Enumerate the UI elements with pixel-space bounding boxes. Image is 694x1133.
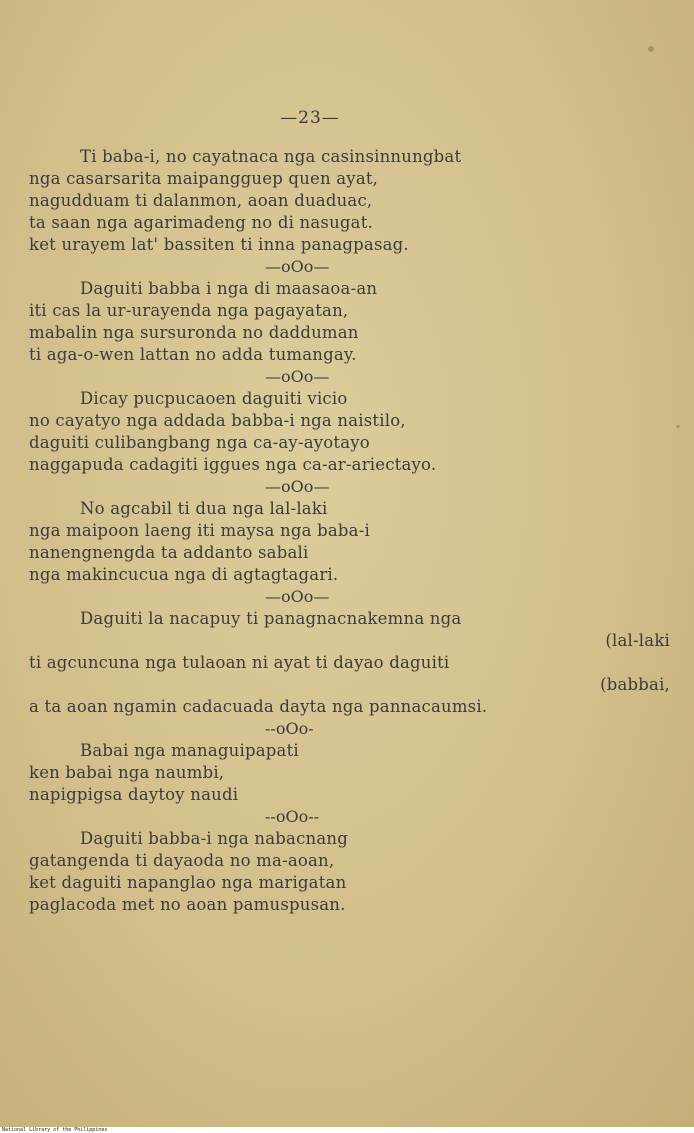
stanza-line: iti cas la ur-urayenda nga pagayatan, [29, 301, 349, 320]
poem-body [29, 146, 694, 916]
stanza-separator: --oOo-- [265, 807, 320, 826]
stanza-line: ket daguiti napanglao nga marigatan [29, 873, 347, 892]
stanza-line: paglacoda met no aoan pamuspusan. [29, 895, 346, 914]
stanza-first-line: Babai nga managuipapati [80, 741, 299, 760]
stanza-line: ti agcuncuna nga tulaoan ni ayat ti dayao daguiti [29, 653, 450, 672]
stanza-separator: —oOo— [265, 587, 330, 606]
footer-credit: National Library of the Philippines [2, 1127, 108, 1133]
stanza-line: gatangenda ti dayaoda no ma-aoan, [29, 851, 335, 870]
stanza-separator: —oOo— [265, 477, 330, 496]
page-number: —23— [280, 108, 340, 128]
stanza-separator: —oOo— [265, 367, 330, 386]
stanza-line: nanengnengda ta addanto sabali [29, 543, 309, 562]
stanza-line: nga makincucua nga di agtagtagari. [29, 565, 339, 584]
stanza-separator: --oOo- [265, 719, 314, 738]
stanza-line: napigpigsa daytoy naudi [29, 785, 239, 804]
stanza-line: nagudduam ti dalanmon, aoan duaduac, [29, 191, 373, 210]
stanza-line: nga maipoon laeng iti maysa nga baba-i [29, 521, 370, 540]
stanza-first-line: Daguiti babba i nga di maasaoa-an [80, 279, 378, 298]
stanza-line: mabalin nga sursuronda no dadduman [29, 323, 359, 342]
stanza-line: ken babai nga naumbi, [29, 763, 225, 782]
stanza-line: ti aga-o-wen lattan no adda tumangay. [29, 345, 357, 364]
stanza-line: naggapuda cadagiti iggues nga ca-ar-ariectayo. [29, 455, 437, 474]
stanza-first-line: Daguiti la nacapuy ti panagnacnakemna nga [80, 609, 462, 628]
stanza-line: ta saan nga agarimadeng no di nasugat. [29, 213, 373, 232]
stanza-first-line: Dicay pucpucaoen daguiti vicio [80, 389, 348, 408]
stanza-line: a ta aoan ngamin cadacuada dayta nga pannacaumsi. [29, 697, 488, 716]
stanza-line: (babbai, [600, 675, 670, 694]
stanza-line: (lal-laki [605, 631, 670, 650]
stanza-first-line: Ti baba-i, no cayatnaca nga casinsinnungbat [80, 147, 462, 166]
stanza-line: no cayatyo nga addada babba-i nga naistilo, [29, 411, 406, 430]
stanza-first-line: No agcabil ti dua nga lal-laki [80, 499, 328, 518]
stanza-first-line: Daguiti babba-i nga nabacnang [80, 829, 348, 848]
stanza-separator: —oOo— [265, 257, 330, 276]
stanza-line: ket urayem lat' bassiten ti inna panagpasag. [29, 235, 409, 254]
stanza-line: nga casarsarita maipangguep quen ayat, [29, 169, 379, 188]
stanza-line: daguiti culibangbang nga ca-ay-ayotayo [29, 433, 370, 452]
page-blemish [648, 46, 654, 52]
